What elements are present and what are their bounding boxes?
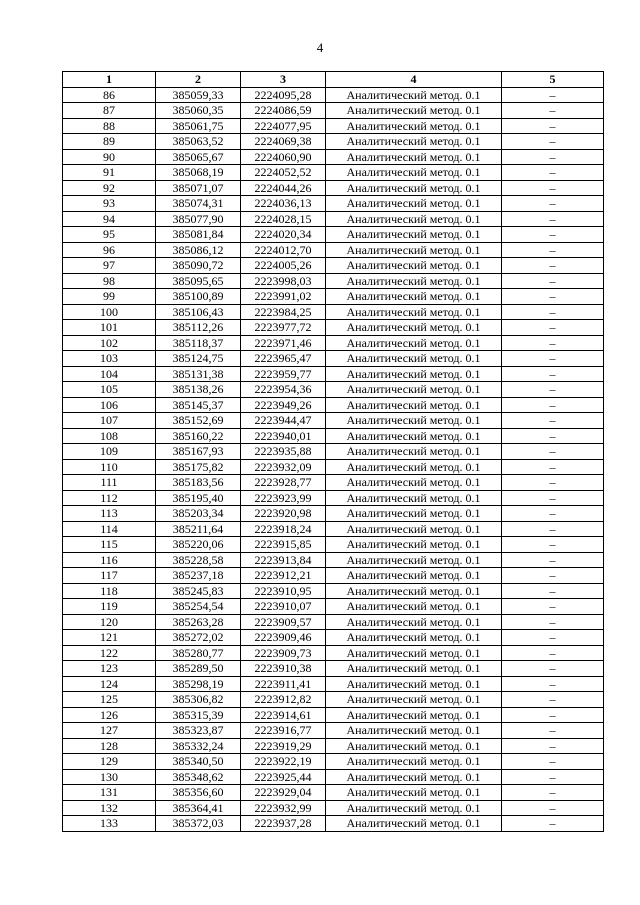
- point-number-cell: 107: [63, 413, 156, 429]
- note-cell: –: [502, 149, 604, 165]
- point-number-cell: 98: [63, 273, 156, 289]
- table-row: [63, 537, 604, 553]
- point-number-cell: 94: [63, 211, 156, 227]
- y-coordinate-cell: 2223984,25: [241, 304, 326, 320]
- x-coordinate-cell: 385298,19: [156, 676, 241, 692]
- x-coordinate-cell: 385095,65: [156, 273, 241, 289]
- point-number-cell: 118: [63, 583, 156, 599]
- table-row: [63, 490, 604, 506]
- note-cell: –: [502, 180, 604, 196]
- x-coordinate-cell: 385077,90: [156, 211, 241, 227]
- x-coordinate-cell: 385372,03: [156, 816, 241, 832]
- x-coordinate-cell: 385059,33: [156, 87, 241, 103]
- note-cell: –: [502, 537, 604, 553]
- point-number-cell: 92: [63, 180, 156, 196]
- y-coordinate-cell: 2223911,41: [241, 676, 326, 692]
- point-number-cell: 128: [63, 738, 156, 754]
- note-cell: –: [502, 754, 604, 770]
- method-cell: Аналитический метод. 0.1: [326, 537, 502, 553]
- table-row: [63, 769, 604, 785]
- table-row: [63, 351, 604, 367]
- table-row: [63, 459, 604, 475]
- table-row: [63, 738, 604, 754]
- point-number-cell: 91: [63, 165, 156, 181]
- point-number-cell: 89: [63, 134, 156, 150]
- method-cell: Аналитический метод. 0.1: [326, 118, 502, 134]
- y-coordinate-cell: 2224020,34: [241, 227, 326, 243]
- method-cell: Аналитический метод. 0.1: [326, 258, 502, 274]
- method-cell: Аналитический метод. 0.1: [326, 723, 502, 739]
- point-number-cell: 132: [63, 800, 156, 816]
- table-row: [63, 242, 604, 258]
- point-number-cell: 125: [63, 692, 156, 708]
- point-number-cell: 112: [63, 490, 156, 506]
- point-number-cell: 96: [63, 242, 156, 258]
- table-row: [63, 754, 604, 770]
- note-cell: –: [502, 444, 604, 460]
- point-number-cell: 110: [63, 459, 156, 475]
- note-cell: –: [502, 645, 604, 661]
- table-row: [63, 630, 604, 646]
- y-coordinate-cell: 2223932,09: [241, 459, 326, 475]
- y-coordinate-cell: 2223919,29: [241, 738, 326, 754]
- table-body: [63, 87, 604, 831]
- note-cell: –: [502, 227, 604, 243]
- coordinates-table: [62, 71, 604, 832]
- point-number-cell: 109: [63, 444, 156, 460]
- y-coordinate-cell: 2223937,28: [241, 816, 326, 832]
- note-cell: –: [502, 273, 604, 289]
- x-coordinate-cell: 385340,50: [156, 754, 241, 770]
- table-row: [63, 258, 604, 274]
- table-row: [63, 475, 604, 491]
- note-cell: –: [502, 87, 604, 103]
- y-coordinate-cell: 2223959,77: [241, 366, 326, 382]
- table-row: [63, 816, 604, 832]
- method-cell: Аналитический метод. 0.1: [326, 552, 502, 568]
- method-cell: Аналитический метод. 0.1: [326, 754, 502, 770]
- x-coordinate-cell: 385112,26: [156, 320, 241, 336]
- note-cell: –: [502, 614, 604, 630]
- column-header-5: 5: [502, 72, 604, 88]
- y-coordinate-cell: 2223910,38: [241, 661, 326, 677]
- y-coordinate-cell: 2223977,72: [241, 320, 326, 336]
- y-coordinate-cell: 2223949,26: [241, 397, 326, 413]
- note-cell: –: [502, 707, 604, 723]
- note-cell: –: [502, 335, 604, 351]
- point-number-cell: 88: [63, 118, 156, 134]
- method-cell: Аналитический метод. 0.1: [326, 614, 502, 630]
- y-coordinate-cell: 2223965,47: [241, 351, 326, 367]
- note-cell: –: [502, 800, 604, 816]
- y-coordinate-cell: 2223918,24: [241, 521, 326, 537]
- y-coordinate-cell: 2223916,77: [241, 723, 326, 739]
- note-cell: –: [502, 475, 604, 491]
- method-cell: Аналитический метод. 0.1: [326, 413, 502, 429]
- table-row: [63, 800, 604, 816]
- method-cell: Аналитический метод. 0.1: [326, 304, 502, 320]
- note-cell: –: [502, 382, 604, 398]
- column-header-4: 4: [326, 72, 502, 88]
- table-row: [63, 444, 604, 460]
- y-coordinate-cell: 2223914,61: [241, 707, 326, 723]
- x-coordinate-cell: 385228,58: [156, 552, 241, 568]
- note-cell: –: [502, 738, 604, 754]
- x-coordinate-cell: 385183,56: [156, 475, 241, 491]
- table-row: [63, 382, 604, 398]
- method-cell: Аналитический метод. 0.1: [326, 289, 502, 305]
- method-cell: Аналитический метод. 0.1: [326, 583, 502, 599]
- table-row: [63, 211, 604, 227]
- point-number-cell: 103: [63, 351, 156, 367]
- table-row: [63, 583, 604, 599]
- y-coordinate-cell: 2224012,70: [241, 242, 326, 258]
- point-number-cell: 120: [63, 614, 156, 630]
- point-number-cell: 126: [63, 707, 156, 723]
- y-coordinate-cell: 2223954,36: [241, 382, 326, 398]
- y-coordinate-cell: 2224095,28: [241, 87, 326, 103]
- x-coordinate-cell: 385081,84: [156, 227, 241, 243]
- method-cell: Аналитический метод. 0.1: [326, 227, 502, 243]
- point-number-cell: 121: [63, 630, 156, 646]
- note-cell: –: [502, 568, 604, 584]
- table-row: [63, 676, 604, 692]
- x-coordinate-cell: 385061,75: [156, 118, 241, 134]
- note-cell: –: [502, 816, 604, 832]
- method-cell: Аналитический метод. 0.1: [326, 149, 502, 165]
- x-coordinate-cell: 385071,07: [156, 180, 241, 196]
- y-coordinate-cell: 2224069,38: [241, 134, 326, 150]
- method-cell: Аналитический метод. 0.1: [326, 459, 502, 475]
- x-coordinate-cell: 385090,72: [156, 258, 241, 274]
- method-cell: Аналитический метод. 0.1: [326, 165, 502, 181]
- y-coordinate-cell: 2223935,88: [241, 444, 326, 460]
- note-cell: –: [502, 165, 604, 181]
- x-coordinate-cell: 385306,82: [156, 692, 241, 708]
- y-coordinate-cell: 2224052,52: [241, 165, 326, 181]
- note-cell: –: [502, 490, 604, 506]
- note-cell: –: [502, 661, 604, 677]
- method-cell: Аналитический метод. 0.1: [326, 273, 502, 289]
- method-cell: Аналитический метод. 0.1: [326, 521, 502, 537]
- table-row: [63, 165, 604, 181]
- y-coordinate-cell: 2223915,85: [241, 537, 326, 553]
- note-cell: –: [502, 320, 604, 336]
- column-header-3: 3: [241, 72, 326, 88]
- x-coordinate-cell: 385100,89: [156, 289, 241, 305]
- x-coordinate-cell: 385118,37: [156, 335, 241, 351]
- table-row: [63, 180, 604, 196]
- method-cell: Аналитический метод. 0.1: [326, 366, 502, 382]
- table-row: [63, 692, 604, 708]
- table-row: [63, 134, 604, 150]
- method-cell: Аналитический метод. 0.1: [326, 490, 502, 506]
- point-number-cell: 116: [63, 552, 156, 568]
- note-cell: –: [502, 304, 604, 320]
- y-coordinate-cell: 2224044,26: [241, 180, 326, 196]
- x-coordinate-cell: 385124,75: [156, 351, 241, 367]
- y-coordinate-cell: 2224060,90: [241, 149, 326, 165]
- note-cell: –: [502, 242, 604, 258]
- point-number-cell: 117: [63, 568, 156, 584]
- x-coordinate-cell: 385211,64: [156, 521, 241, 537]
- method-cell: Аналитический метод. 0.1: [326, 645, 502, 661]
- method-cell: Аналитический метод. 0.1: [326, 568, 502, 584]
- method-cell: Аналитический метод. 0.1: [326, 103, 502, 119]
- note-cell: –: [502, 676, 604, 692]
- point-number-cell: 130: [63, 769, 156, 785]
- x-coordinate-cell: 385332,24: [156, 738, 241, 754]
- table-row: [63, 273, 604, 289]
- method-cell: Аналитический метод. 0.1: [326, 785, 502, 801]
- x-coordinate-cell: 385138,26: [156, 382, 241, 398]
- y-coordinate-cell: 2224005,26: [241, 258, 326, 274]
- table-row: [63, 645, 604, 661]
- point-number-cell: 114: [63, 521, 156, 537]
- y-coordinate-cell: 2223909,57: [241, 614, 326, 630]
- note-cell: –: [502, 583, 604, 599]
- x-coordinate-cell: 385065,67: [156, 149, 241, 165]
- note-cell: –: [502, 351, 604, 367]
- x-coordinate-cell: 385254,54: [156, 599, 241, 615]
- y-coordinate-cell: 2223928,77: [241, 475, 326, 491]
- point-number-cell: 102: [63, 335, 156, 351]
- table-row: [63, 289, 604, 305]
- y-coordinate-cell: 2223991,02: [241, 289, 326, 305]
- note-cell: –: [502, 552, 604, 568]
- point-number-cell: 87: [63, 103, 156, 119]
- note-cell: –: [502, 599, 604, 615]
- note-cell: –: [502, 785, 604, 801]
- note-cell: –: [502, 103, 604, 119]
- method-cell: Аналитический метод. 0.1: [326, 335, 502, 351]
- point-number-cell: 99: [63, 289, 156, 305]
- point-number-cell: 129: [63, 754, 156, 770]
- y-coordinate-cell: 2223913,84: [241, 552, 326, 568]
- point-number-cell: 123: [63, 661, 156, 677]
- x-coordinate-cell: 385060,35: [156, 103, 241, 119]
- note-cell: –: [502, 630, 604, 646]
- x-coordinate-cell: 385086,12: [156, 242, 241, 258]
- y-coordinate-cell: 2224028,15: [241, 211, 326, 227]
- x-coordinate-cell: 385280,77: [156, 645, 241, 661]
- table-row: [63, 397, 604, 413]
- y-coordinate-cell: 2223940,01: [241, 428, 326, 444]
- x-coordinate-cell: 385263,28: [156, 614, 241, 630]
- table-header-row: [63, 72, 604, 88]
- method-cell: Аналитический метод. 0.1: [326, 428, 502, 444]
- method-cell: Аналитический метод. 0.1: [326, 87, 502, 103]
- point-number-cell: 115: [63, 537, 156, 553]
- x-coordinate-cell: 385074,31: [156, 196, 241, 212]
- y-coordinate-cell: 2223909,46: [241, 630, 326, 646]
- table-row: [63, 118, 604, 134]
- method-cell: Аналитический метод. 0.1: [326, 444, 502, 460]
- x-coordinate-cell: 385175,82: [156, 459, 241, 475]
- y-coordinate-cell: 2223912,21: [241, 568, 326, 584]
- table-row: [63, 521, 604, 537]
- y-coordinate-cell: 2223923,99: [241, 490, 326, 506]
- x-coordinate-cell: 385237,18: [156, 568, 241, 584]
- method-cell: Аналитический метод. 0.1: [326, 692, 502, 708]
- table-row: [63, 785, 604, 801]
- table-row: [63, 304, 604, 320]
- note-cell: –: [502, 521, 604, 537]
- note-cell: –: [502, 692, 604, 708]
- y-coordinate-cell: 2223932,99: [241, 800, 326, 816]
- x-coordinate-cell: 385364,41: [156, 800, 241, 816]
- table-row: [63, 506, 604, 522]
- y-coordinate-cell: 2224077,95: [241, 118, 326, 134]
- x-coordinate-cell: 385323,87: [156, 723, 241, 739]
- note-cell: –: [502, 258, 604, 274]
- x-coordinate-cell: 385145,37: [156, 397, 241, 413]
- method-cell: Аналитический метод. 0.1: [326, 180, 502, 196]
- point-number-cell: 119: [63, 599, 156, 615]
- x-coordinate-cell: 385245,83: [156, 583, 241, 599]
- method-cell: Аналитический метод. 0.1: [326, 676, 502, 692]
- note-cell: –: [502, 397, 604, 413]
- table-row: [63, 87, 604, 103]
- method-cell: Аналитический метод. 0.1: [326, 196, 502, 212]
- table-row: [63, 366, 604, 382]
- y-coordinate-cell: 2223922,19: [241, 754, 326, 770]
- method-cell: Аналитический метод. 0.1: [326, 211, 502, 227]
- note-cell: –: [502, 196, 604, 212]
- point-number-cell: 97: [63, 258, 156, 274]
- y-coordinate-cell: 2223925,44: [241, 769, 326, 785]
- method-cell: Аналитический метод. 0.1: [326, 242, 502, 258]
- y-coordinate-cell: 2223944,47: [241, 413, 326, 429]
- note-cell: –: [502, 211, 604, 227]
- x-coordinate-cell: 385160,22: [156, 428, 241, 444]
- method-cell: Аналитический метод. 0.1: [326, 707, 502, 723]
- method-cell: Аналитический метод. 0.1: [326, 800, 502, 816]
- x-coordinate-cell: 385152,69: [156, 413, 241, 429]
- point-number-cell: 124: [63, 676, 156, 692]
- point-number-cell: 111: [63, 475, 156, 491]
- table-row: [63, 599, 604, 615]
- y-coordinate-cell: 2223910,07: [241, 599, 326, 615]
- x-coordinate-cell: 385272,02: [156, 630, 241, 646]
- table-row: [63, 568, 604, 584]
- table-row: [63, 428, 604, 444]
- column-header-1: 1: [63, 72, 156, 88]
- x-coordinate-cell: 385356,60: [156, 785, 241, 801]
- point-number-cell: 93: [63, 196, 156, 212]
- x-coordinate-cell: 385131,38: [156, 366, 241, 382]
- column-header-2: 2: [156, 72, 241, 88]
- point-number-cell: 86: [63, 87, 156, 103]
- x-coordinate-cell: 385203,34: [156, 506, 241, 522]
- table-row: [63, 614, 604, 630]
- method-cell: Аналитический метод. 0.1: [326, 475, 502, 491]
- note-cell: –: [502, 413, 604, 429]
- method-cell: Аналитический метод. 0.1: [326, 816, 502, 832]
- table-row: [63, 335, 604, 351]
- point-number-cell: 105: [63, 382, 156, 398]
- x-coordinate-cell: 385106,43: [156, 304, 241, 320]
- y-coordinate-cell: 2223998,03: [241, 273, 326, 289]
- note-cell: –: [502, 134, 604, 150]
- note-cell: –: [502, 459, 604, 475]
- y-coordinate-cell: 2223971,46: [241, 335, 326, 351]
- method-cell: Аналитический метод. 0.1: [326, 320, 502, 336]
- note-cell: –: [502, 118, 604, 134]
- table-row: [63, 552, 604, 568]
- x-coordinate-cell: 385063,52: [156, 134, 241, 150]
- method-cell: Аналитический метод. 0.1: [326, 351, 502, 367]
- method-cell: Аналитический метод. 0.1: [326, 738, 502, 754]
- y-coordinate-cell: 2224036,13: [241, 196, 326, 212]
- x-coordinate-cell: 385195,40: [156, 490, 241, 506]
- note-cell: –: [502, 428, 604, 444]
- table-row: [63, 413, 604, 429]
- table-row: [63, 707, 604, 723]
- method-cell: Аналитический метод. 0.1: [326, 134, 502, 150]
- point-number-cell: 133: [63, 816, 156, 832]
- point-number-cell: 131: [63, 785, 156, 801]
- point-number-cell: 100: [63, 304, 156, 320]
- point-number-cell: 90: [63, 149, 156, 165]
- point-number-cell: 106: [63, 397, 156, 413]
- x-coordinate-cell: 385220,06: [156, 537, 241, 553]
- method-cell: Аналитический метод. 0.1: [326, 506, 502, 522]
- x-coordinate-cell: 385167,93: [156, 444, 241, 460]
- point-number-cell: 108: [63, 428, 156, 444]
- method-cell: Аналитический метод. 0.1: [326, 382, 502, 398]
- x-coordinate-cell: 385289,50: [156, 661, 241, 677]
- point-number-cell: 95: [63, 227, 156, 243]
- y-coordinate-cell: 2223920,98: [241, 506, 326, 522]
- table-row: [63, 227, 604, 243]
- y-coordinate-cell: 2223929,04: [241, 785, 326, 801]
- table-row: [63, 661, 604, 677]
- method-cell: Аналитический метод. 0.1: [326, 661, 502, 677]
- page-number: 4: [316, 40, 324, 55]
- method-cell: Аналитический метод. 0.1: [326, 599, 502, 615]
- point-number-cell: 113: [63, 506, 156, 522]
- table-row: [63, 723, 604, 739]
- note-cell: –: [502, 289, 604, 305]
- y-coordinate-cell: 2223909,73: [241, 645, 326, 661]
- x-coordinate-cell: 385315,39: [156, 707, 241, 723]
- point-number-cell: 104: [63, 366, 156, 382]
- x-coordinate-cell: 385068,19: [156, 165, 241, 181]
- note-cell: –: [502, 769, 604, 785]
- y-coordinate-cell: 2224086,59: [241, 103, 326, 119]
- x-coordinate-cell: 385348,62: [156, 769, 241, 785]
- note-cell: –: [502, 723, 604, 739]
- y-coordinate-cell: 2223912,82: [241, 692, 326, 708]
- y-coordinate-cell: 2223910,95: [241, 583, 326, 599]
- table-row: [63, 149, 604, 165]
- point-number-cell: 122: [63, 645, 156, 661]
- method-cell: Аналитический метод. 0.1: [326, 397, 502, 413]
- table-row: [63, 320, 604, 336]
- note-cell: –: [502, 506, 604, 522]
- table-row: [63, 196, 604, 212]
- table-row: [63, 103, 604, 119]
- point-number-cell: 127: [63, 723, 156, 739]
- method-cell: Аналитический метод. 0.1: [326, 769, 502, 785]
- point-number-cell: 101: [63, 320, 156, 336]
- note-cell: –: [502, 366, 604, 382]
- method-cell: Аналитический метод. 0.1: [326, 630, 502, 646]
